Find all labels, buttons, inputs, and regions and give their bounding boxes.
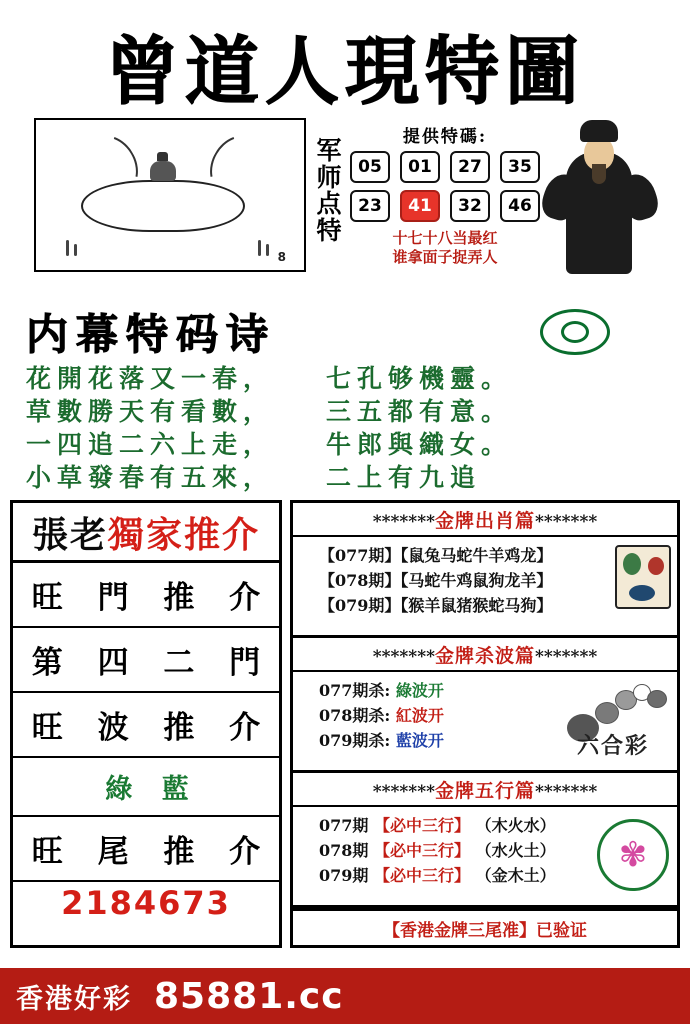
- recommendation-heading-part2: 獨家推介: [108, 514, 261, 556]
- poem-line-right: 二上有九追: [326, 463, 482, 492]
- kill-wave-value: 紅波开: [395, 705, 444, 725]
- stars-left: *******: [372, 782, 435, 802]
- poem-line-right: 七孔够機靈。: [326, 364, 513, 393]
- kill-wave-period: 079期杀:: [319, 730, 391, 750]
- section-zodiac-label: 金牌出肖篇: [434, 510, 535, 532]
- poem-line-right: 牛郎與織女。: [326, 430, 513, 459]
- recommendation-row: 旺 門 推 介: [13, 563, 279, 628]
- grass-icon: [258, 240, 261, 256]
- grass-icon: [74, 244, 77, 256]
- recommendation-row-color: 綠 藍: [13, 758, 279, 817]
- bottom-banner: [0, 968, 690, 1024]
- kill-wave-value: 藍波开: [395, 730, 444, 750]
- gold-medal-panel: [290, 500, 680, 948]
- mini-poem: [350, 229, 540, 267]
- number-ball: 35: [500, 151, 540, 183]
- side-label: 军师点特: [316, 136, 342, 245]
- recommendation-panel: [10, 500, 282, 948]
- five-elements-period: 077期: [319, 816, 369, 835]
- recommendation-row: 旺 波 推 介: [13, 693, 279, 758]
- five-elements-value: （水火土）: [475, 840, 556, 860]
- five-elements-period: 078期: [319, 840, 369, 860]
- section-kill-wave-body: [293, 670, 677, 770]
- poem-heading: 内幕特码诗: [26, 310, 277, 359]
- banner-url-text[interactable]: 85881.cc: [154, 975, 344, 1017]
- poem-line: [26, 461, 670, 494]
- zodiac-line: 【077期】【鼠兔马蛇牛羊鸡龙】: [319, 546, 553, 565]
- numbers-title: 提供特碼:: [402, 127, 488, 147]
- section-kill-wave-label: 金牌杀波篇: [434, 645, 535, 667]
- kill-wave-period: 078期杀:: [319, 705, 391, 725]
- number-ball: 27: [450, 151, 490, 183]
- illustration-panel: [34, 118, 306, 272]
- section-five-elements-title: [293, 773, 677, 805]
- lower-section: [0, 494, 690, 948]
- section-five-elements-body: [293, 805, 677, 905]
- recommendation-row: 第 四 二 門: [13, 628, 279, 693]
- page-title: 曾道人現特圖: [105, 29, 585, 115]
- section-zodiac: [293, 503, 677, 638]
- lottery-balls-icon: [561, 676, 671, 760]
- grass-icon: [66, 240, 69, 256]
- recommendation-row: 旺 尾 推 介: [13, 817, 279, 882]
- mini-poem-line: 谁拿面子捉弄人: [392, 247, 498, 266]
- poem-line-left: 草數勝天有看數，: [26, 397, 275, 426]
- kill-wave-period: 077期杀:: [319, 681, 391, 700]
- poem-line: [26, 362, 670, 395]
- section-five-elements: [293, 773, 677, 908]
- number-ball: 05: [350, 151, 390, 183]
- stars-right: *******: [535, 647, 598, 667]
- five-elements-value: （金木土）: [475, 865, 556, 885]
- stars-right: *******: [535, 782, 598, 802]
- upper-section: [0, 118, 690, 298]
- five-elements-period: 079期: [319, 865, 369, 885]
- number-ball: 23: [350, 190, 390, 222]
- mini-poem-line: 十七十八当最红: [392, 229, 498, 247]
- circular-emblem-icon: [540, 309, 610, 355]
- stars-left: *******: [372, 512, 435, 532]
- poem-line-left: 小草發春有五來，: [26, 463, 275, 492]
- number-row-2: [350, 190, 540, 222]
- banner-brand-text: 香港好彩: [16, 983, 132, 1015]
- poem-line-right: 三五都有意。: [326, 397, 513, 426]
- number-ball: 32: [450, 190, 490, 222]
- card-icon: [615, 545, 671, 607]
- seated-figure-icon: [146, 152, 180, 186]
- kill-wave-value: 綠波开: [395, 681, 444, 700]
- gold-medal-footer: 【香港金牌三尾准】已验证: [293, 908, 677, 945]
- poem-line-left: 一四追二六上走，: [26, 430, 275, 459]
- poem-line-left: 花開花落又一春，: [26, 364, 275, 393]
- grass-icon: [266, 244, 269, 256]
- illustration-number: 8: [277, 250, 286, 264]
- special-numbers-panel: [350, 118, 540, 267]
- recommendation-heading: [13, 503, 279, 563]
- zodiac-line: 【079期】【猴羊鼠猪猴蛇马狗】: [319, 595, 553, 615]
- zodiac-line: 【078期】【马蛇牛鸡鼠狗龙羊】: [319, 570, 553, 590]
- five-elements-tag: 【必中三行】: [373, 816, 470, 835]
- number-row-1: [350, 151, 540, 183]
- stars-left: *******: [372, 647, 435, 667]
- recommendation-footer-number: 2184673: [61, 884, 231, 922]
- poem-lines: [26, 362, 670, 494]
- number-ball: 01: [400, 151, 440, 183]
- five-elements-tag: 【必中三行】: [373, 840, 470, 860]
- number-ball-highlight: 41: [400, 190, 440, 222]
- stars-right: *******: [535, 512, 598, 532]
- section-kill-wave-title: [293, 638, 677, 670]
- number-ball: 46: [500, 190, 540, 222]
- flower-emblem-icon: [597, 819, 669, 891]
- section-zodiac-body: [293, 535, 677, 635]
- section-five-elements-label: 金牌五行篇: [434, 780, 535, 802]
- section-zodiac-title: [293, 503, 677, 535]
- section-kill-wave: [293, 638, 677, 773]
- poem-line: [26, 428, 670, 461]
- poem-section: [0, 298, 690, 494]
- five-elements-tag: 【必中三行】: [373, 865, 470, 885]
- lottery-balls-label: 六合彩: [577, 733, 650, 759]
- five-elements-value: （木火水）: [475, 816, 556, 835]
- recommendation-heading-part1: 張老: [31, 514, 108, 556]
- sage-figure-icon: [544, 118, 656, 278]
- page-title-bar: [0, 0, 690, 118]
- poem-line: [26, 395, 670, 428]
- cloud-shape: [81, 180, 245, 232]
- poem-header: [26, 308, 670, 359]
